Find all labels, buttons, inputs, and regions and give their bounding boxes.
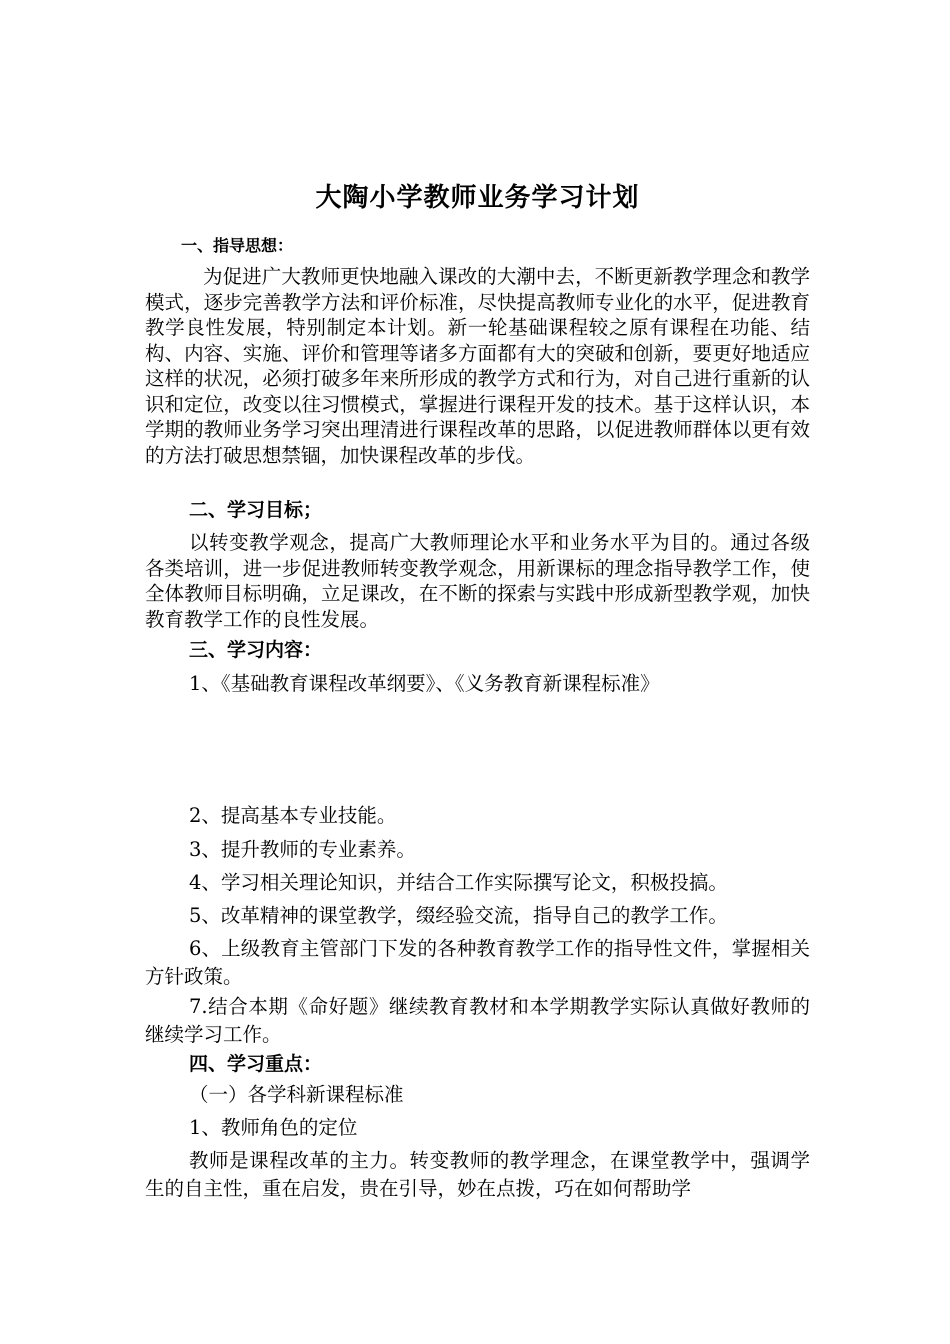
section-1-body: 为促进广大教师更快地融入课改的大潮中去，不断更新教学理念和教学模式，逐步完善教学方法和评价标准，尽快提高教师专业化的水平，促进教育教学良性发展，特别制定本计划。新一轮基础课程较之原有课程在功能、结构、内容、实施、评价和管理等诸多方面都有大的突破和创新，要更好地适应这样的状况，必须打破多年来所形成的教学方式和行为，对自己进行重新的认识和定位，改变以往习惯模式，掌握进行课程开发的技术。基于这样认识，本学期的教师业务学习突出理清进行课程改革的思路，以促进教师群体以更有效的方法打破思想禁锢，加快课程改革的步伐。 bbox=[145, 265, 810, 467]
content-item-7: 7.结合本期《命好题》继续教育教材和本学期教学实际认真做好教师的继续学习工作。 bbox=[145, 995, 810, 1046]
content-item-5: 5、改革精神的课堂教学，缀经验交流，指导自己的教学工作。 bbox=[189, 904, 728, 927]
section-4-item-1: 1、教师角色的定位 bbox=[189, 1116, 358, 1139]
section-2-heading: 二、学习目标； bbox=[189, 499, 323, 521]
section-1-heading: 一、指导思想： bbox=[181, 236, 294, 255]
section-2-body: 以转变教学观念，提高广大教师理论水平和业务水平为目的。通过各级各类培训，进一步促进教师转变教学观念，用新课标的理念指导教学工作，使全体教师目标明确，立足课改，在不断的探索与实践中形成新型教学观，加快教育教学工作的良性发展。 bbox=[145, 531, 810, 631]
section-4-heading: 四、学习重点： bbox=[189, 1053, 323, 1075]
content-item-1: 1、《基础教育课程改革纲要》、《义务教育新课程标准》 bbox=[189, 672, 660, 695]
content-item-2: 2、提高基本专业技能。 bbox=[189, 804, 397, 827]
document-title: 大陶小学教师业务学习计划 bbox=[315, 183, 640, 213]
section-4-subheading: （一）各学科新课程标准 bbox=[189, 1083, 404, 1106]
content-item-6: 6、上级教育主管部门下发的各种教育教学工作的指导性文件，掌握相关方针政策。 bbox=[145, 937, 810, 988]
content-item-4: 4、学习相关理论知识，并结合工作实际撰写论文，积极投搞。 bbox=[189, 871, 728, 894]
section-4-body: 教师是课程改革的主力。转变教师的教学理念，在课堂教学中，强调学生的自主性，重在启发，贵在引导，妙在点拨，巧在如何帮助学 bbox=[145, 1149, 810, 1200]
section-3-heading: 三、学习内容： bbox=[189, 639, 323, 661]
content-item-3: 3、提升教师的专业素养。 bbox=[189, 838, 416, 861]
